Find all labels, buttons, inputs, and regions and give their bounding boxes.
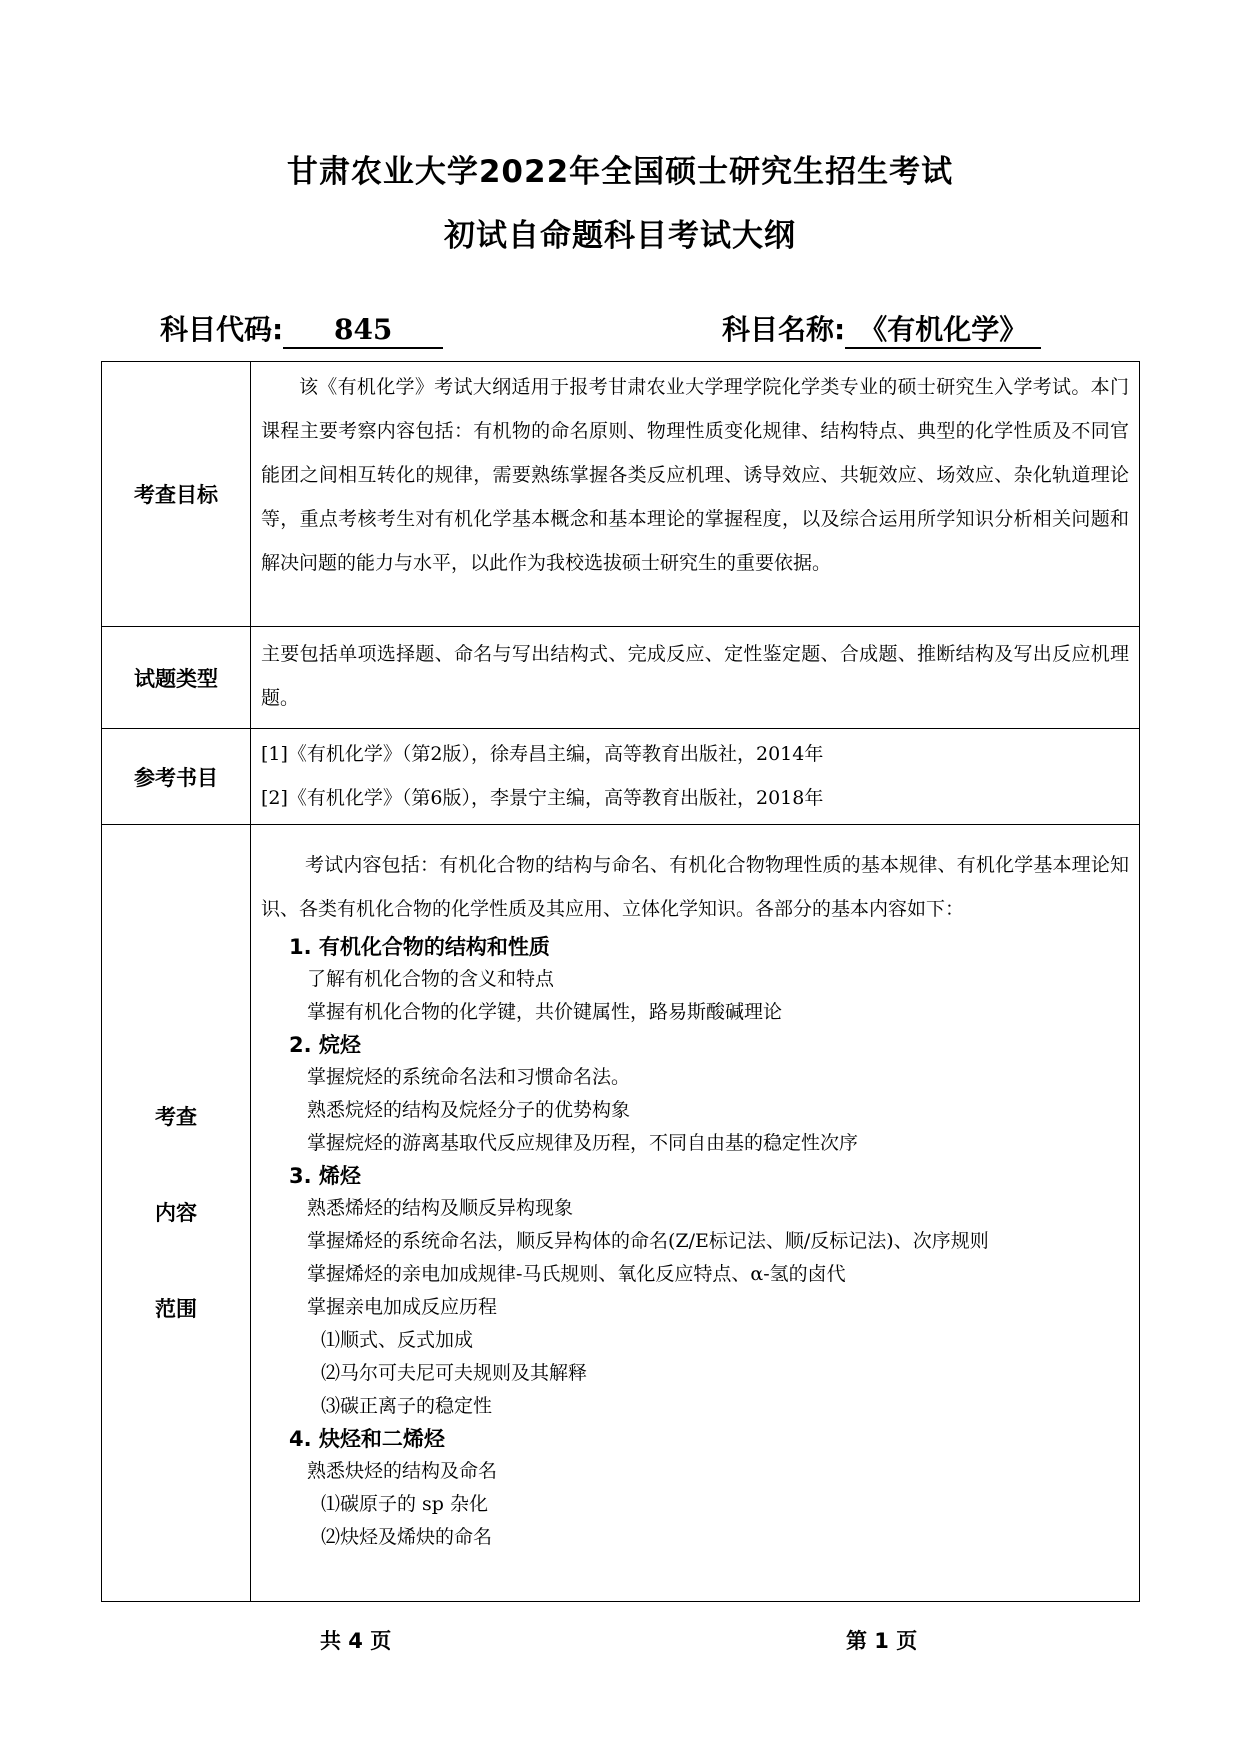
section-item: 熟悉炔烃的结构及命名 [307, 1460, 498, 1482]
reference-item: [2]《有机化学》（第6版），李景宁主编，高等教育出版社，2018年 [261, 787, 824, 809]
row-objective [102, 362, 1140, 627]
section-item: 掌握亲电加成反应历程 [307, 1296, 498, 1318]
section-item: 掌握有机化合物的化学键，共价键属性，路易斯酸碱理论 [307, 1001, 783, 1023]
document-subtitle: 初试自命题科目考试大纲 [444, 218, 796, 254]
subject-code-label: 科目代码: [160, 313, 284, 346]
section-item: 熟悉烯烃的结构及顺反异构现象 [307, 1197, 574, 1219]
section-item: 掌握烯烃的系统命名法，顺反异构体的命名(Z/E标记法、顺/反标记法)、次序规则 [307, 1230, 989, 1252]
section-item: 掌握烯烃的亲电加成规律-马氏规则、氧化反应特点、α-氢的卤代 [307, 1263, 846, 1285]
scope-intro: 考试内容包括：有机化合物的结构与命名、有机化合物物理性质的基本规律、有机化学基本理论知识、各类有机化合物的化学性质及其应用、立体化学知识。各部分的基本内容如下： [261, 854, 1129, 920]
question-types-cell [251, 627, 1140, 729]
section-heading: 2. 烷烃 [289, 1033, 361, 1057]
scope-label-part: 内容 [155, 1201, 197, 1225]
row-question-types [102, 627, 1140, 729]
section-subitem: ⑵炔烃及烯炔的命名 [321, 1526, 493, 1548]
subject-name [722, 308, 1041, 349]
question-types-label: 试题类型 [102, 627, 251, 729]
section-item: 掌握烷烃的游离基取代反应规律及历程，不同自由基的稳定性次序 [307, 1132, 859, 1154]
section-heading: 3. 烯烃 [289, 1164, 361, 1188]
objective-text: 该《有机化学》考试大纲适用于报考甘肃农业大学理学院化学类专业的硕士研究生入学考试。本门课程主要考察内容包括：有机物的命名原则、物理性质变化规律、结构特点、典型的化学性质及不同官能团之间相互转化的规律，需要熟练掌握各类反应机理、诱导效应、共轭效应、场效应、杂化轨道理论等，重点考核考生对有机化学基本概念和基本理论的掌握程度，以及综合运用所学知识分析相关问题和解决问题的能力与水平，以此作为我校选拔硕士研究生的重要依据。 [261, 376, 1129, 574]
section-item: 了解有机化合物的含义和特点 [307, 968, 555, 990]
section-heading: 4. 炔烃和二烯烃 [289, 1427, 445, 1451]
scope-cell [251, 825, 1140, 1602]
subject-name-label: 科目名称: [722, 313, 846, 346]
row-references [102, 729, 1140, 825]
section-subitem: ⑴顺式、反式加成 [321, 1329, 474, 1351]
objective-cell [251, 362, 1140, 627]
subject-code [160, 308, 443, 349]
footer-page-number: 第 1 页 [846, 1629, 918, 1653]
section-subitem: ⑶碳正离子的稳定性 [321, 1395, 493, 1417]
section-heading: 1. 有机化合物的结构和性质 [289, 935, 550, 959]
section-item: 熟悉烷烃的结构及烷烃分子的优势构象 [307, 1099, 631, 1121]
section-item: 掌握烷烃的系统命名法和习惯命名法。 [307, 1066, 631, 1088]
syllabus-table [101, 361, 1140, 1602]
scope-label [102, 825, 251, 1602]
subject-code-value: 845 [283, 313, 443, 349]
references-label: 参考书目 [102, 729, 251, 825]
question-types-text: 主要包括单项选择题、命名与写出结构式、完成反应、定性鉴定题、合成题、推断结构及写出反应机理题。 [261, 643, 1129, 709]
references-cell [251, 729, 1140, 825]
section-subitem: ⑴碳原子的 sp 杂化 [321, 1493, 488, 1515]
objective-label: 考查目标 [102, 362, 251, 627]
reference-item: [1]《有机化学》（第2版），徐寿昌主编，高等教育出版社，2014年 [261, 743, 824, 765]
scope-label-part: 范围 [155, 1297, 197, 1321]
row-scope [102, 825, 1140, 1602]
footer-total-pages: 共 4 页 [320, 1629, 392, 1653]
subject-name-value: 《有机化学》 [845, 313, 1041, 349]
scope-label-part: 考查 [155, 1105, 197, 1129]
document-title: 甘肃农业大学2022年全国硕士研究生招生考试 [286, 154, 954, 190]
section-subitem: ⑵马尔可夫尼可夫规则及其解释 [321, 1362, 588, 1384]
